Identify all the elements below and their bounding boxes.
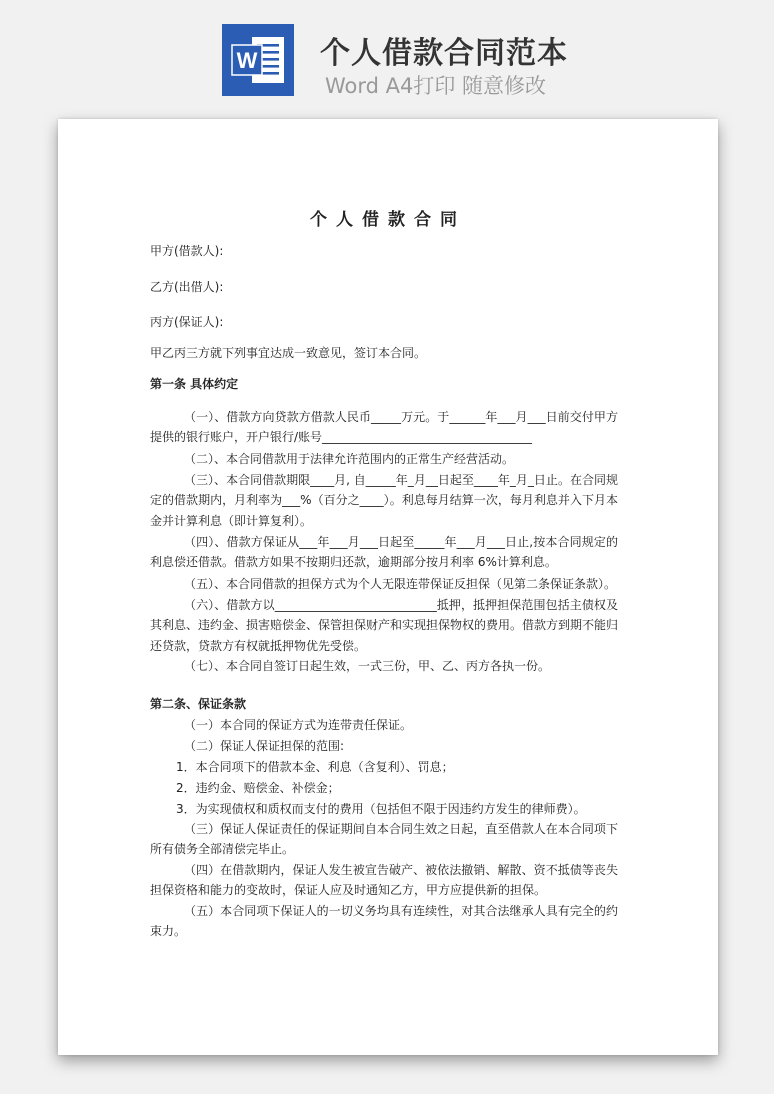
article2-item-1: 1．本合同项下的借款本金、利息（含复利）、罚息； <box>176 760 454 774</box>
document-page <box>58 119 718 1055</box>
intro-line: 甲乙丙三方就下列事宜达成一致意见，签订本合同。 <box>150 346 427 360</box>
article1-clause-6: （六）、借款方以___________________________抵押，抵押担保范围包括主债权及其利息、违约金、损害赔偿金、保管担保财产和实现担保物权的费用。借款方到期不能归还贷款，贷款方有权就抵押物优先受偿。 <box>150 598 619 653</box>
article2-item-2: 2．违约金、赔偿金、补偿金； <box>176 781 340 795</box>
article1-clause-3: （三）、本合同借款期限____月, 自_____年_月__日起至____年_月_日止。在合同规定的借款期内，月利率为___%（百分之____）。利息每月结算一次，每月利息并入下月本金并计算利息（即计算复利）。 <box>150 473 618 528</box>
word-logo-letter: W <box>236 48 258 73</box>
word-document-icon <box>222 24 294 96</box>
article1-clause-7: （七）、本合同自签订日起生效，一式三份，甲、乙、丙方各执一份。 <box>184 659 551 673</box>
party-c-line: 丙方(保证人): <box>150 315 224 329</box>
header-subtitle: Word A4打印 随意修改 <box>325 74 547 98</box>
article1-clause-4: （四）、借款方保证从___年___月___日起至_____年___月___日止,按本合同规定的利息偿还借款。借款方如果不按期归还款，逾期部分按月利率 6%计算利息。 <box>150 535 618 570</box>
article1-heading: 第一条 具体约定 <box>150 377 239 391</box>
article2-clause-1: （一）本合同的保证方式为连带责任保证。 <box>184 718 413 732</box>
party-a-line: 甲方(借款人): <box>150 244 224 258</box>
article2-item-3: 3．为实现债权和质权而支付的费用（包括但不限于因违约方发生的律师费）。 <box>176 802 586 816</box>
article2-clause-4: （四）在借款期内，保证人发生被宣告破产、被依法撤销、解散、资不抵债等丧失担保资格和能力的变故时，保证人应及时通知乙方，甲方应提供新的担保。 <box>150 863 618 898</box>
article2-heading: 第二条、保证条款 <box>150 697 247 711</box>
document-title: 个人借款合同 <box>310 210 466 230</box>
header-title: 个人借款合同范本 <box>320 36 568 71</box>
article2-clause-5: （五）本合同项下保证人的一切义务均具有连续性，对其合法继承人具有完全的约束力。 <box>150 904 618 939</box>
article1-clause-1: （一）、借款方向贷款方借款人民币_____万元。于______年___月___日前交付甲方提供的银行账户，开户银行/账号___________________________________ <box>150 410 618 445</box>
article1-clause-5: （五）、本合同借款的担保方式为个人无限连带保证反担保（见第二条保证条款）。 <box>184 577 617 591</box>
article2-clause-3: （三）保证人保证责任的保证期间自本合同生效之日起，直至借款人在本合同项下所有债务全部清偿完毕止。 <box>150 822 618 857</box>
article1-clause-2: （二）、本合同借款用于法律允许范围内的正常生产经营活动。 <box>184 452 515 466</box>
page-header <box>0 0 774 112</box>
party-b-line: 乙方(出借人): <box>150 280 224 294</box>
article2-clause-2: （二）保证人保证担保的范围: <box>184 739 345 753</box>
